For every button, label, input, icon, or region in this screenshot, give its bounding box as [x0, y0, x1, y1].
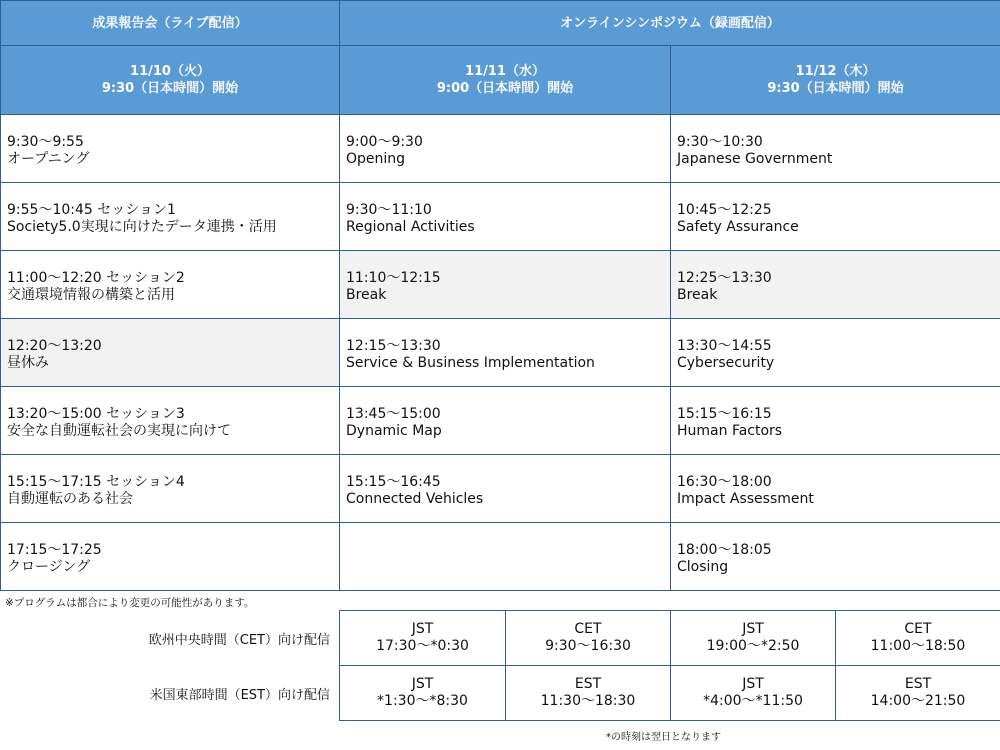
break-cell — [671, 251, 1000, 319]
session-title: Break — [346, 287, 387, 303]
session-cell — [671, 387, 1000, 455]
session-title: Cybersecurity — [677, 355, 775, 371]
table-row — [1, 115, 1000, 183]
day-start: 9:00（日本時間）開始 — [436, 81, 574, 96]
session-cell — [1, 251, 340, 319]
zone-range: 14:00〜21:50 — [870, 693, 966, 709]
timezone-cell — [671, 666, 836, 721]
zone-name: CET — [574, 621, 602, 637]
table-row — [1, 319, 1000, 387]
session-cell — [1, 115, 340, 183]
session-title: Break — [677, 287, 718, 303]
timezone-cell — [836, 666, 1000, 721]
table-row — [1, 251, 1000, 319]
session-cell — [1, 523, 340, 591]
session-title: Service & Business Implementation — [346, 355, 595, 371]
session-title: Human Factors — [677, 423, 783, 439]
session-cell — [340, 319, 671, 387]
timezone-cell — [671, 611, 836, 666]
timezone-cell — [340, 611, 506, 666]
timezone-row-cet — [340, 611, 1000, 666]
session-title: Safety Assurance — [677, 219, 799, 235]
session-time: 9:55〜10:45 セッション1 — [7, 202, 176, 218]
session-time: 11:00〜12:20 セッション2 — [7, 270, 185, 286]
zone-range: *4:00〜*11:50 — [703, 693, 803, 709]
timezone-cell — [340, 666, 506, 721]
program-change-note: ※プログラムは都合により変更の可能性があります。 — [5, 597, 255, 609]
session-cell — [340, 115, 671, 183]
next-day-footnote: *の時刻は翌日となります — [606, 732, 721, 743]
session-time: 10:45〜12:25 — [677, 202, 772, 218]
cet-delivery-label: 欧州中央時間（CET）向け配信 — [148, 633, 330, 648]
day-header-3 — [671, 46, 1000, 115]
session-cell — [671, 319, 1000, 387]
session-title: 安全な自動運転社会の実現に向けて — [7, 423, 231, 439]
session-title: 交通環境情報の構築と活用 — [7, 287, 175, 303]
session-title: Impact Assessment — [677, 491, 814, 507]
day-date: 11/11（水） — [465, 64, 545, 79]
break-cell — [340, 251, 671, 319]
zone-name: EST — [904, 676, 932, 692]
zone-name: CET — [904, 621, 932, 637]
table-row — [1, 387, 1000, 455]
table-row — [1, 455, 1000, 523]
zone-range: 19:00〜*2:50 — [706, 638, 800, 654]
live-header: 成果報告会（ライブ配信） — [1, 1, 340, 46]
est-delivery-label: 米国東部時間（EST）向け配信 — [149, 688, 330, 703]
session-time: 12:15〜13:30 — [346, 338, 441, 354]
session-title: Closing — [677, 559, 729, 575]
session-title: Society5.0実現に向けたデータ連携・活用 — [7, 219, 277, 235]
session-title: クロージング — [7, 559, 91, 575]
zone-range: 11:00〜18:50 — [870, 638, 966, 654]
zone-range: 9:30〜16:30 — [545, 638, 631, 654]
session-title: Regional Activities — [346, 219, 475, 235]
session-cell — [671, 523, 1000, 591]
session-time: 11:10〜12:15 — [346, 270, 441, 286]
session-cell — [1, 387, 340, 455]
session-cell — [340, 387, 671, 455]
zone-name: JST — [742, 676, 764, 692]
zone-name: JST — [411, 621, 434, 637]
session-cell — [671, 115, 1000, 183]
timezone-table — [339, 610, 1000, 721]
day-header-1 — [1, 46, 340, 115]
timezone-cell — [836, 611, 1000, 666]
session-time: 17:15〜17:25 — [7, 542, 102, 558]
session-time: 12:20〜13:20 — [7, 338, 102, 354]
break-cell — [1, 319, 340, 387]
session-time: 13:20〜15:00 セッション3 — [7, 406, 185, 422]
table-row — [1, 183, 1000, 251]
session-time: 18:00〜18:05 — [677, 542, 772, 558]
session-cell — [671, 455, 1000, 523]
session-time: 9:00〜9:30 — [346, 134, 423, 150]
session-title: 昼休み — [7, 355, 49, 371]
day-start: 9:30（日本時間）開始 — [767, 81, 904, 96]
session-time: 9:30〜11:10 — [346, 202, 432, 218]
session-title: Opening — [346, 151, 406, 167]
session-title: Japanese Government — [677, 151, 833, 167]
session-cell — [1, 455, 340, 523]
session-cell — [340, 455, 671, 523]
session-cell — [1, 183, 340, 251]
timezone-cell — [506, 666, 671, 721]
day-row — [1, 46, 1000, 115]
day-date: 11/10（火） — [130, 64, 210, 79]
session-time: 9:30〜9:55 — [7, 134, 84, 150]
header-row — [1, 1, 1000, 46]
session-time: 15:15〜17:15 セッション4 — [7, 474, 185, 490]
day-start: 9:30（日本時間）開始 — [101, 81, 239, 96]
timezone-cell — [506, 611, 671, 666]
zone-range: *1:30〜*8:30 — [377, 693, 468, 709]
empty-cell — [340, 523, 671, 591]
session-cell — [671, 183, 1000, 251]
session-time: 13:45〜15:00 — [346, 406, 441, 422]
zone-name: JST — [742, 621, 764, 637]
session-time: 15:15〜16:45 — [346, 474, 441, 490]
session-time: 9:30〜10:30 — [677, 134, 763, 150]
session-title: Connected Vehicles — [346, 491, 484, 507]
session-title: Dynamic Map — [346, 423, 442, 439]
zone-range: 17:30〜*0:30 — [376, 638, 469, 654]
session-time: 15:15〜16:15 — [677, 406, 772, 422]
zone-range: 11:30〜18:30 — [540, 693, 636, 709]
session-time: 13:30〜14:55 — [677, 338, 772, 354]
session-cell — [340, 183, 671, 251]
table-row — [1, 523, 1000, 591]
day-date: 11/12（木） — [795, 64, 876, 79]
session-time: 16:30〜18:00 — [677, 474, 772, 490]
zone-name: JST — [411, 676, 434, 692]
day-header-2 — [340, 46, 671, 115]
session-title: オープニング — [7, 151, 90, 167]
timezone-row-est — [340, 666, 1000, 721]
session-title: 自動運転のある社会 — [7, 491, 133, 507]
zone-name: EST — [574, 676, 602, 692]
session-time: 12:25〜13:30 — [677, 270, 772, 286]
online-header: オンラインシンポジウム（録画配信） — [340, 1, 1000, 46]
